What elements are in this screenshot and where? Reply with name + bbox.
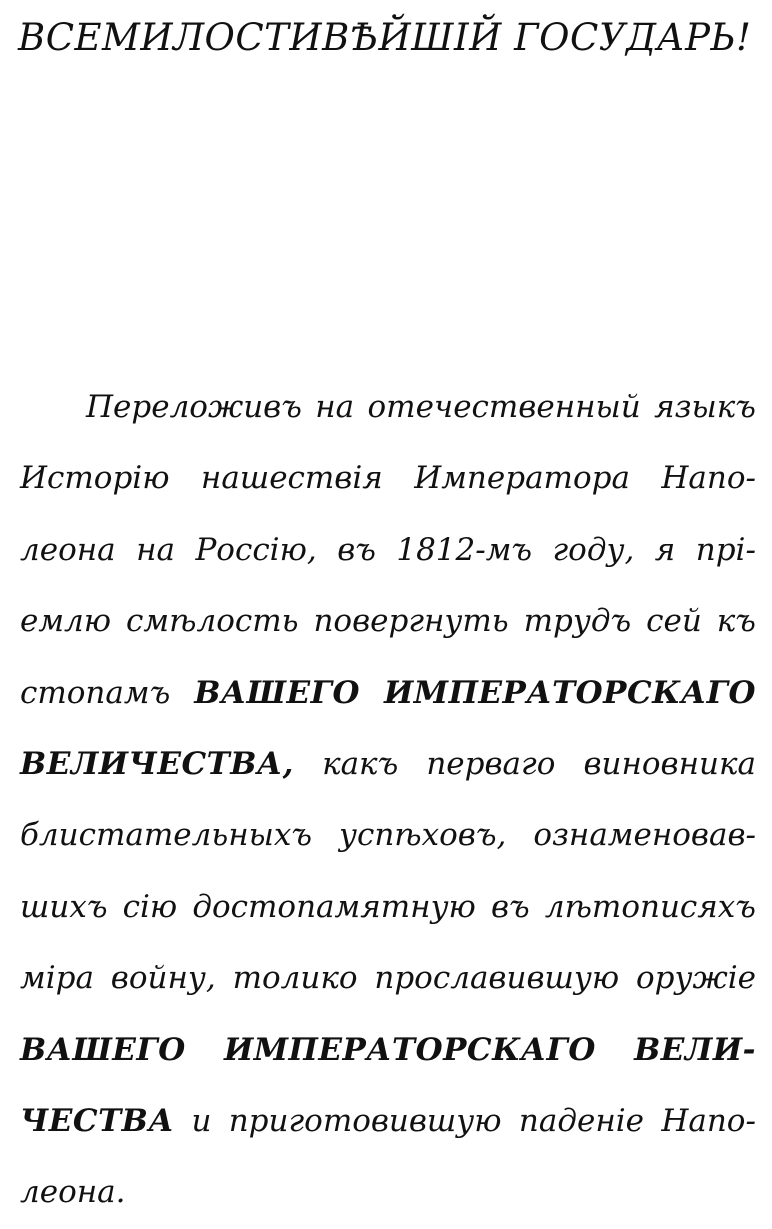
word: ИМПЕРАТОРСКАГО [223, 1031, 596, 1068]
dedication-paragraph [20, 372, 756, 1229]
word: Напо- [661, 1102, 756, 1139]
text-line [20, 872, 756, 943]
text-line [20, 586, 756, 657]
word: языкъ [654, 389, 756, 425]
word: прі- [695, 531, 756, 568]
text-line [20, 515, 756, 586]
text-line [20, 1086, 756, 1157]
word: леона [20, 531, 116, 568]
word: отечественный [367, 389, 641, 425]
word: Переложивъ [86, 389, 302, 425]
text-line [20, 800, 756, 871]
word: достопамятную [192, 888, 476, 925]
word: стопамъ [20, 674, 171, 711]
word: въ [490, 888, 530, 925]
text-line [20, 372, 756, 443]
word: сей [646, 603, 702, 640]
text-line [20, 1157, 756, 1228]
text-line [20, 1015, 756, 1086]
word: прославившую [374, 960, 620, 997]
word: оружіе [635, 960, 756, 997]
word: ВЕЛИ- [634, 1031, 756, 1068]
text-line [20, 729, 756, 800]
word: на [136, 531, 175, 568]
word: паденіе [518, 1102, 645, 1139]
word: на [315, 389, 355, 425]
text-line [20, 658, 756, 729]
word: въ [337, 531, 376, 568]
word: виновника [583, 745, 756, 782]
word: смѣлость [126, 603, 299, 640]
word: 1812-мъ [396, 531, 533, 568]
word: ВАШЕГО [194, 674, 361, 711]
word: я [654, 531, 676, 568]
word: блистательныхъ [20, 817, 313, 854]
word: ЧЕСТВА [20, 1102, 175, 1139]
word: лѣтописяхъ [544, 888, 756, 925]
word: толико [232, 960, 358, 997]
word: приготовившую [228, 1102, 502, 1139]
word: ознаменовав- [533, 817, 756, 854]
word: ВЕЛИЧЕСТВА, [20, 745, 294, 782]
word: Исторію [20, 460, 170, 497]
word: міра [20, 960, 94, 997]
word: Россію, [195, 531, 317, 568]
page-heading: ВСЕМИЛОСТИВѢЙШІЙ ГОСУДАРЬ! [18, 16, 752, 59]
word: перваго [426, 745, 556, 782]
word: ВАШЕГО [20, 1031, 186, 1068]
word: Напо- [661, 460, 756, 497]
text-line [20, 443, 756, 514]
word: году, [552, 531, 635, 568]
word: повергнуть [313, 603, 509, 640]
word: какъ [322, 745, 399, 782]
word: и [191, 1102, 212, 1139]
text-line [20, 943, 756, 1014]
word: шихъ [20, 888, 108, 925]
word: трудъ [523, 603, 632, 640]
word: Императора [414, 460, 630, 497]
word: войну, [110, 960, 216, 997]
word: леона. [20, 1174, 126, 1211]
word: къ [716, 603, 756, 640]
word: ИМПЕРАТОРСКАГО [384, 674, 756, 711]
word: нашествія [200, 460, 383, 497]
word: сію [122, 888, 178, 925]
word: успѣховъ, [339, 817, 507, 854]
word: емлю [20, 603, 112, 640]
